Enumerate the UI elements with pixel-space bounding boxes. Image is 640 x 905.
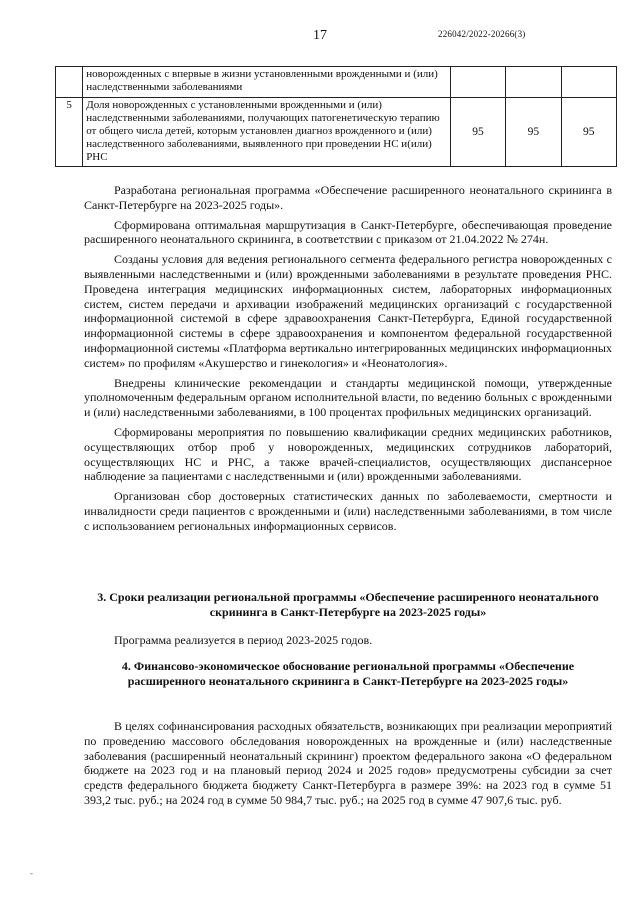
- value-2025-cell: [561, 67, 616, 98]
- row-number-cell: [56, 67, 83, 98]
- paragraph: В целях софинансирования расходных обязательств, возникающих при реализации мероприятий по проведению массового обследования новорожденных на врожденные и (или) наследственные заболевания (расширенный неонатальный скрининг) проектом федерального закона «О федеральном бюджете на 2023 год и на плановый период 2024 и 2025 годов» предусмотрены субсидии за счет средств федерального бюджета бюджету Санкт-Петербурга в размере 39%: на 2023 год в сумме 51 393,2 тыс. руб.; на 2024 год в сумме 50 984,7 тыс. руб.; на 2025 год в сумме 47 907,6 тыс. руб.: [84, 719, 612, 807]
- value-2024-cell: 95: [506, 98, 561, 167]
- finance-text-block: [84, 719, 612, 813]
- value-2025-cell: 95: [561, 98, 616, 167]
- table-row: [56, 98, 617, 167]
- value-2023-cell: [450, 67, 505, 98]
- value-2024-cell: [506, 67, 561, 98]
- margin-mark: -: [30, 868, 33, 878]
- page-number: 17: [313, 28, 327, 43]
- section-4-title: 4. Финансово-экономическое обоснование региональной программы «Обеспечение расширенного неонатального скрининга в Санкт-Петербурге на 2023-2025 годы»: [121, 659, 575, 688]
- document-number: 226042/2022-20266(3): [438, 29, 526, 39]
- paragraph: Организован сбор достоверных статистических данных по заболеваемости, смертности и инвалидности среди пациентов с врожденными и (или) наследственными заболеваниями, в том числе с использованием региональных информационных сервисов.: [84, 489, 612, 533]
- paragraph: Созданы условия для ведения регионального сегмента федерального регистра новорожденных с выявленными наследственными и (или) врожденными заболеваниями в результате проведения РНС. Проведена интеграция медицинских информационных систем, лабораторных информационных систем, систем передачи и архивации изображений медицинских организаций с государственной информационной системой в сфере здравоохранения Санкт-Петербурга, Единой государственной информационной системы в сфере здравоохранения и компонентом федеральной государственной информационной системы «Платформа вертикально интегрированных медицинских информационных систем» по профилям «Акушерство и гинекология» и «Неонатология».: [84, 252, 612, 370]
- intro-text: [84, 183, 612, 539]
- value-2023-cell: 95: [450, 98, 505, 167]
- period-text: Программа реализуется в период 2023-2025 годов.: [114, 633, 373, 647]
- section-3-title: 3. Сроки реализации региональной программы «Обеспечение расширенного неонатального скрининга в Санкт-Петербурге на 2023-2025 годы»: [97, 590, 599, 619]
- row-description-cell: новорожденных с впервые в жизни установленными врожденными и (или) наследственными заболеваниями: [83, 67, 451, 98]
- paragraph: Сформированы мероприятия по повышению квалификации средних медицинских работников, осуществляющих отбор проб у новорожденных, медицинских сотрудников лабораторий, осуществляющих НС и РНС, а также врачей-специалистов, осуществляющих диспансерное наблюдение за пациентами с наследственными и (или) врожденными заболеваниями.: [84, 424, 612, 484]
- paragraph: Внедрены клинические рекомендации и стандарты медицинской помощи, утвержденные уполномоченным федеральным органом исполнительной власти, по ведению больных с врожденными и (или) наследственными заболеваниями, в 100 процентах профильных медицинских организаций.: [84, 375, 612, 420]
- paragraph: Разработана региональная программа «Обеспечение расширенного неонатального скрининга в Санкт-Петербурге на 2023-2025 годы».: [84, 183, 612, 212]
- row-number-cell: 5: [56, 98, 83, 167]
- indicators-table: [55, 66, 617, 167]
- table-row: [56, 67, 617, 98]
- row-description-cell: Доля новорожденных с установленными врожденными и (или) наследственными заболеваниями, получающих патогенетическую терапию от общего числа детей, которым установлен диагноз врожденного и (или) наследственного заболеваниями, выявленного при проведении НС и(или) РНС: [83, 98, 451, 167]
- paragraph: Сформирована оптимальная маршрутизация в Санкт-Петербурге, обеспечивающая проведение расширенного неонатального скрининга, в соответствии с приказом от 21.04.2022 № 274н.: [84, 217, 612, 247]
